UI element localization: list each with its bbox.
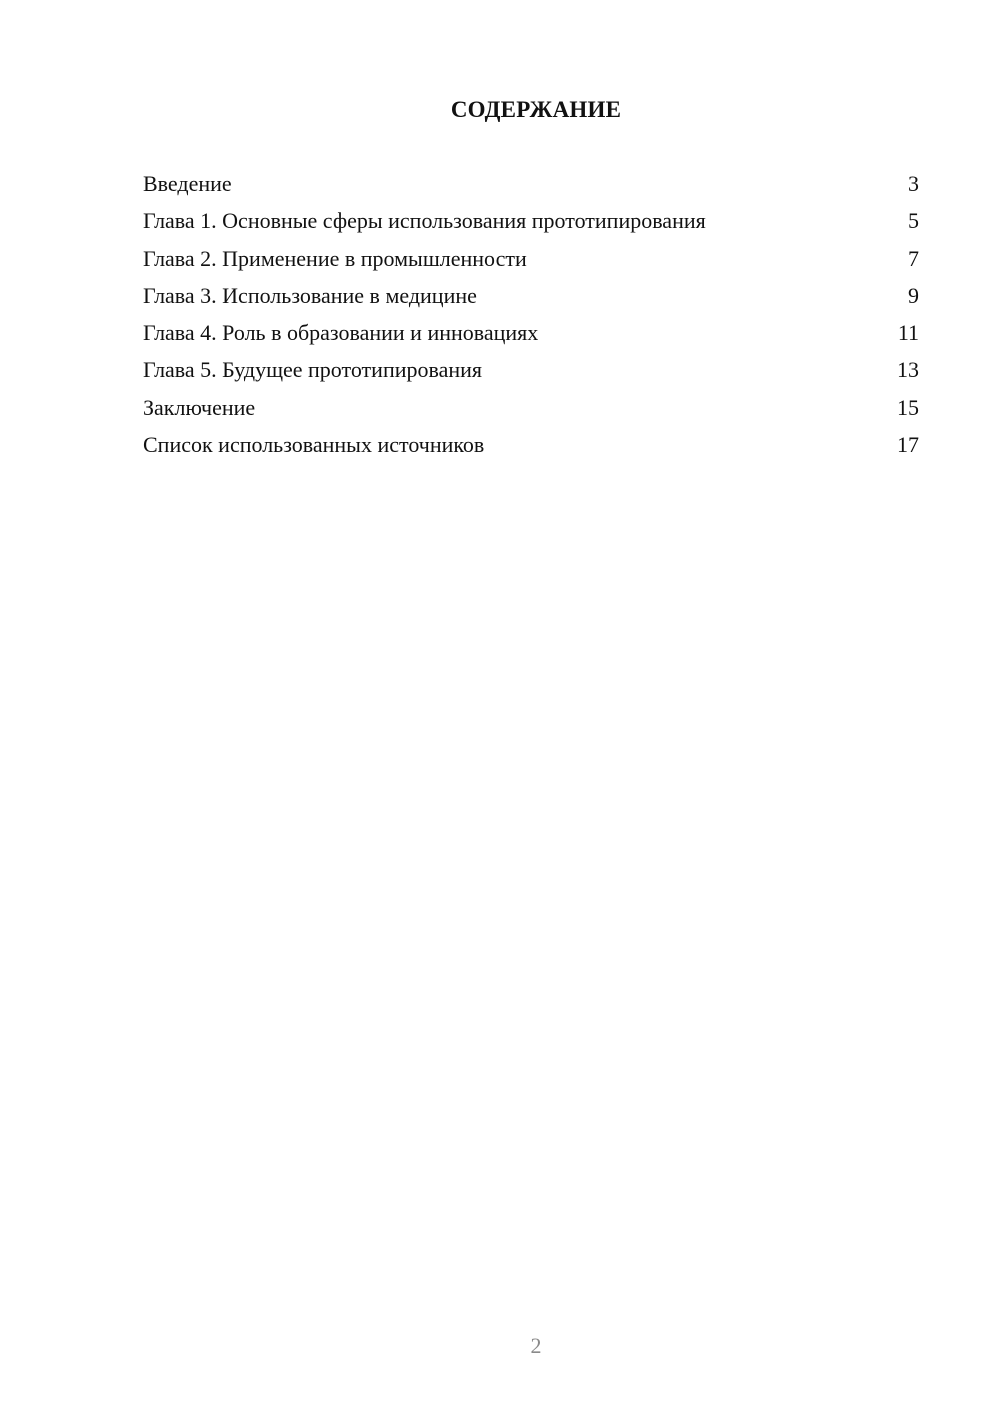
toc-entry-chapter-3 — [143, 280, 919, 317]
toc-entry-page: 3 — [908, 171, 919, 196]
toc-entry-label: Глава 5. Будущее прототипирования — [143, 357, 483, 383]
toc-entry-label: Заключение — [143, 394, 256, 420]
toc-entry-label: Введение — [143, 171, 232, 196]
toc-entry-page: 7 — [908, 245, 919, 271]
toc-entry-page: 11 — [897, 320, 919, 346]
toc-entry-page: 9 — [908, 282, 919, 308]
toc-entry-page: 17 — [897, 432, 919, 458]
toc-entry-chapter-4 — [143, 317, 919, 354]
toc-entry-page: 5 — [908, 208, 919, 234]
toc-entry-label: Глава 1. Основные сферы использования прототипирования — [143, 208, 706, 234]
toc-entry-chapter-5 — [143, 354, 919, 391]
toc-entry-chapter-1 — [143, 205, 919, 242]
page-number: 2 — [530, 1333, 542, 1358]
toc-entry-label: Глава 2. Применение в промышленности — [143, 245, 527, 271]
page-title: СОДЕРЖАНИЕ — [450, 97, 622, 122]
toc-entry-conclusion — [143, 392, 919, 429]
toc-entry-introduction — [143, 168, 919, 205]
toc-entry-label: Глава 3. Использование в медицине — [143, 282, 477, 308]
toc-entry-label: Глава 4. Роль в образовании и инновациях — [143, 320, 539, 346]
toc-entry-references — [143, 429, 919, 466]
toc-entry-label: Список использованных источников — [143, 432, 485, 458]
toc-entry-page: 15 — [897, 394, 919, 420]
table-of-contents — [143, 168, 919, 466]
toc-entry-chapter-2 — [143, 243, 919, 280]
toc-entry-page: 13 — [897, 357, 919, 383]
